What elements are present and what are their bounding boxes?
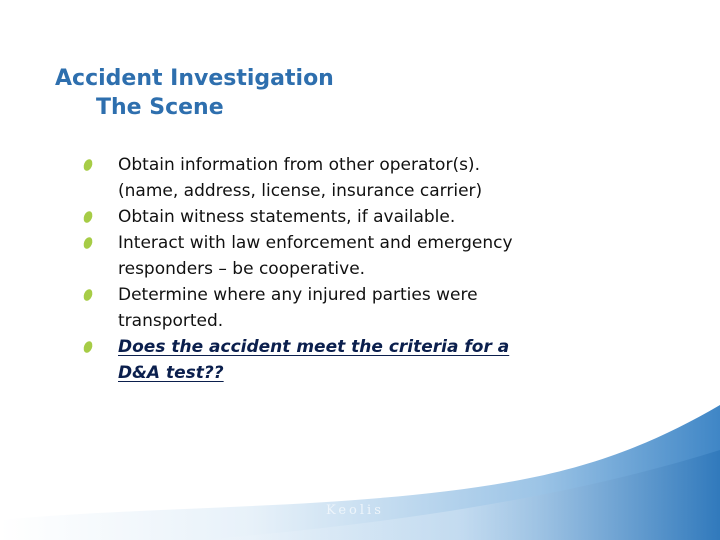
bullet-item-obtain-info [84, 152, 604, 204]
bullet-text: Interact with law enforcement and emergency responders – be cooperative. [118, 233, 513, 279]
bullet-item-law-enforcement [84, 230, 604, 282]
keolis-logo: Keolis [326, 503, 384, 518]
leaf-bullet-icon [82, 288, 94, 302]
bullet-text: Obtain information from other operator(s). (name, address, license, insurance carrier) [118, 155, 483, 201]
bullet-item-injured-parties [84, 282, 604, 334]
bullet-text-emphasis: Does the accident meet the criteria for a D&A test?? [118, 337, 510, 383]
title-line-1: Accident Investigation [55, 66, 334, 91]
title-line-2: The Scene [96, 95, 224, 120]
leaf-bullet-icon [82, 210, 94, 224]
bullet-item-da-test [84, 334, 604, 386]
slide-title [55, 64, 334, 122]
leaf-bullet-icon [82, 158, 94, 172]
bullet-list [84, 152, 604, 386]
leaf-bullet-icon [82, 340, 94, 354]
leaf-bullet-icon [82, 236, 94, 250]
bullet-text: Determine where any injured parties were transported. [118, 285, 478, 331]
bullet-item-witness [84, 204, 604, 230]
bullet-text: Obtain witness statements, if available. [118, 207, 456, 227]
